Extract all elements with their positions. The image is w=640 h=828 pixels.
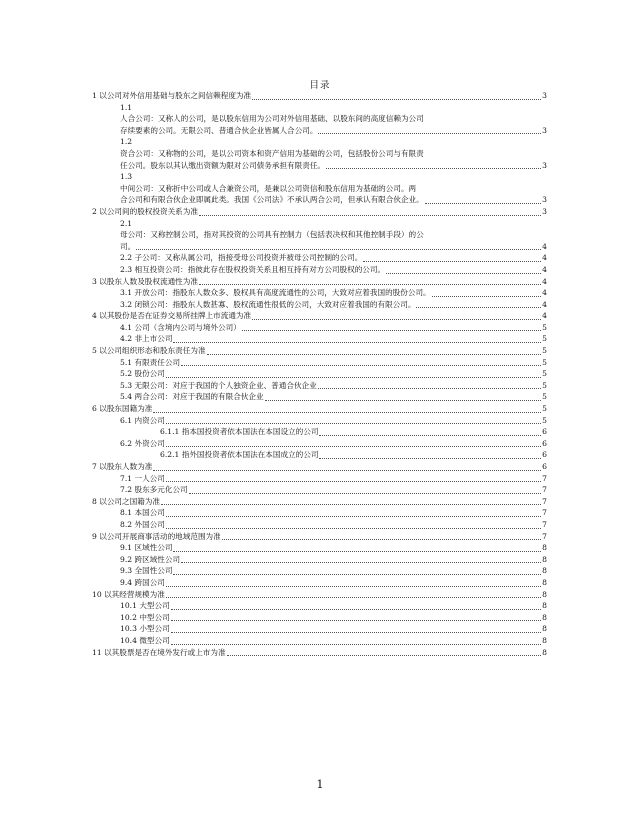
- toc-entry[interactable]: [120, 322, 547, 334]
- toc-entry[interactable]: [120, 484, 547, 496]
- toc-section-number: 1.3: [120, 172, 133, 182]
- toc-entry-text: 5.3 无限公司：对应于我国的个人独资企业、普通合伙企业: [120, 380, 317, 390]
- toc-entry-text: 合公司和有限合伙企业即属此类。我国《公司法》不承认两合公司，但承认有限合伙企业。: [120, 195, 424, 205]
- toc-entry[interactable]: [120, 380, 547, 392]
- toc-entry[interactable]: [120, 577, 547, 589]
- toc-entry-text: 5.2 股份公司: [120, 369, 165, 379]
- toc-entry[interactable]: [92, 647, 547, 659]
- toc-entry-text: 7.2 股东多元化公司: [120, 485, 188, 495]
- toc-entry[interactable]: [120, 391, 547, 403]
- toc-entry-text: 7.1 一人公司: [120, 473, 165, 483]
- toc-entry[interactable]: [120, 623, 547, 635]
- toc-entry[interactable]: [120, 554, 547, 566]
- toc-entry-text: 11 以其股票是否在境外发行或上市为准: [92, 647, 226, 657]
- toc-section-number: 1.2: [120, 137, 133, 147]
- toc-entry-text: 3.2 闭锁公司：指股东人数甚寡、股权流通性很低的公司，大致对应着我国的有限公司。: [120, 299, 416, 309]
- toc-entry-text: 6 以股东国籍为准: [92, 404, 153, 414]
- toc-entry[interactable]: [120, 357, 547, 369]
- toc-entry-text: 中间公司：又称折中公司或人合兼资公司，是兼以公司资信和股东信用为基础的公司。两: [120, 183, 417, 193]
- toc-entry[interactable]: [92, 531, 547, 543]
- toc-entry-continuation[interactable]: [120, 194, 547, 206]
- toc-entry-page: 8: [542, 635, 547, 645]
- toc-entry[interactable]: [120, 542, 547, 554]
- toc-entry[interactable]: [120, 264, 547, 276]
- toc-entry[interactable]: [120, 473, 547, 485]
- toc-entry-text: 6.2.1 指外国投资者依本国法在本国成立的公司: [160, 450, 319, 460]
- toc-entry-page: 6: [542, 438, 547, 448]
- toc-entry-text: 10.2 中型公司: [120, 612, 170, 622]
- toc-entry-page: 4: [542, 276, 547, 286]
- toc-entry-text: 4.1 公司（含境内公司与境外公司）: [120, 322, 241, 332]
- toc-entry-text: 资合公司：又称物的公司，是以公司资本和资产信用为基础的公司，包括股份公司与有限责: [120, 148, 424, 158]
- toc-entry-continuation[interactable]: [120, 241, 547, 253]
- toc-entry-page: 4: [542, 264, 547, 274]
- toc-entry-text: 2.3 相互投资公司：指彼此存在股权投资关系且相互持有对方公司股权的公司。: [120, 264, 386, 274]
- toc-entry[interactable]: [92, 496, 547, 508]
- toc-entry[interactable]: [92, 206, 547, 218]
- toc-entry-text: 人合公司：又称人的公司，是以股东信用为公司对外信用基础、以股东间的高度信赖为公司: [120, 114, 424, 124]
- toc-entry-text: 4.2 非上市公司: [120, 334, 173, 344]
- toc-entry[interactable]: [92, 276, 547, 288]
- toc-entry-continuation[interactable]: [120, 125, 547, 137]
- toc-entry-page: 3: [542, 91, 547, 100]
- toc-entry[interactable]: [160, 426, 547, 438]
- toc-entry-text: 8.2 外国公司: [120, 519, 165, 529]
- toc-entry-text: 9.2 跨区域性公司: [120, 554, 181, 564]
- toc-entry-text: 7 以股东人数为准: [92, 462, 153, 471]
- toc-entry-page: 8: [542, 543, 547, 553]
- toc-entry[interactable]: [120, 368, 547, 380]
- toc-entry-page: 7: [542, 531, 547, 541]
- toc-entry[interactable]: [92, 589, 547, 601]
- toc-entry-page: 5: [542, 334, 547, 344]
- toc-entry-page: 7: [542, 508, 547, 518]
- toc-entry-text: 母公司：又称控制公司，指对其投资的公司具有控制力（包括表决权和其他控制手段）的公: [120, 230, 424, 240]
- toc-entry-text: 2.2 子公司：又称从属公司，指接受母公司投资并被母公司控制的公司。: [120, 253, 363, 263]
- toc-entry-text: 10.1 大型公司: [120, 601, 170, 611]
- toc-entry-page: 5: [542, 346, 547, 356]
- toc-entry-text: 10 以其经营规模为准: [92, 589, 165, 599]
- toc-entry-page: 5: [542, 357, 547, 367]
- toc-entry-text: 8.1 本国公司: [120, 508, 165, 518]
- toc-entry-text: 6.1 内资公司: [120, 415, 165, 425]
- toc-entry-page: 4: [542, 253, 547, 263]
- toc-entry-page: 3: [542, 125, 547, 135]
- toc-entry-page: 5: [542, 369, 547, 379]
- toc-title: 目录: [309, 80, 331, 91]
- toc-entry-text: 9.3 全国性公司: [120, 566, 173, 576]
- toc-entry-page: 8: [542, 601, 547, 611]
- toc-entry-page: 5: [542, 392, 547, 402]
- toc-entry-text: 任公司。股东以其认缴出资额为限对公司债务承担有限责任。: [120, 160, 326, 170]
- toc-entry-page: 8: [542, 577, 547, 587]
- toc-entry-text: 6.1.1 指本国投资者依本国法在本国设立的公司: [160, 427, 319, 437]
- toc-entry-page: 5: [542, 322, 547, 332]
- toc-entry-page: 6: [542, 462, 547, 471]
- toc-entry-text: 9 以公司开展商事活动的地域范围为准: [92, 531, 221, 541]
- toc-entry-page: 4: [542, 299, 547, 309]
- toc-entry-continuation[interactable]: [120, 160, 547, 172]
- toc-entry[interactable]: [120, 600, 547, 612]
- toc-entry[interactable]: [120, 148, 547, 160]
- toc-entry[interactable]: [120, 252, 547, 264]
- toc-entry-text: 2 以公司间的股权投资关系为准: [92, 206, 198, 216]
- toc-entry-text: 存续要素的公司。无限公司、普通合伙企业皆属人合公司。: [120, 125, 318, 135]
- toc-entry[interactable]: [92, 310, 547, 322]
- toc-entry-page: 4: [542, 241, 547, 251]
- toc-entry-text: 5 以公司组织形态和股东责任为准: [92, 346, 206, 356]
- table-of-contents: [92, 90, 547, 658]
- toc-entry-text: 3 以股东人数及股权流通性为准: [92, 276, 198, 286]
- toc-entry[interactable]: [120, 565, 547, 577]
- toc-entry-page: 6: [542, 427, 547, 437]
- toc-entry-page: 8: [542, 612, 547, 622]
- toc-entry-page: 7: [542, 519, 547, 529]
- toc-entry[interactable]: [120, 287, 547, 299]
- toc-entry[interactable]: [120, 415, 547, 427]
- toc-entry-text: 6.2 外资公司: [120, 438, 165, 448]
- toc-entry[interactable]: [120, 229, 547, 241]
- toc-entry[interactable]: [160, 449, 547, 461]
- toc-entry-text: 5.4 两合公司：对应于我国的有限合伙企业: [120, 392, 264, 402]
- toc-entry[interactable]: [92, 403, 547, 415]
- toc-entry-page: 3: [542, 206, 547, 216]
- toc-entry[interactable]: [120, 519, 547, 531]
- toc-entry[interactable]: [120, 113, 547, 125]
- toc-entry-text: 9.4 跨国公司: [120, 577, 165, 587]
- toc-section-number: 2.1: [120, 218, 133, 228]
- toc-entry[interactable]: [120, 507, 547, 519]
- toc-entry-page: 7: [542, 496, 547, 506]
- toc-entry-text: 8 以公司之国籍为准: [92, 496, 160, 506]
- toc-entry[interactable]: [120, 299, 547, 311]
- toc-entry-page: 3: [542, 195, 547, 205]
- toc-entry[interactable]: [92, 461, 547, 473]
- toc-entry[interactable]: [92, 345, 547, 357]
- toc-entry-text: 10.3 小型公司: [120, 624, 170, 634]
- toc-entry-text: 9.1 区域性公司: [120, 543, 173, 553]
- toc-entry-text: 10.4 微型公司: [120, 635, 170, 645]
- toc-entry-text: 3.1 开放公司：指股东人数众多、股权具有高度流通性的公司，大致对应着我国的股份公司。: [120, 288, 431, 298]
- toc-entry-page: 8: [542, 554, 547, 564]
- toc-section-number: 1.1: [120, 102, 133, 112]
- toc-entry[interactable]: [120, 438, 547, 450]
- toc-entry-text: 司。: [120, 241, 136, 251]
- page-number: 1: [316, 778, 324, 791]
- toc-entry-text: 1 以公司对外信用基础与股东之间信赖程度为准: [92, 91, 252, 100]
- toc-entry-page: 8: [542, 566, 547, 576]
- toc-entry-page: 5: [542, 415, 547, 425]
- toc-entry[interactable]: [92, 90, 547, 102]
- toc-entry-page: 7: [542, 473, 547, 483]
- toc-entry-text: 5.1 有限责任公司: [120, 357, 181, 367]
- toc-entry-text: 4 以其股份是否在证券交易所挂牌上市流通为准: [92, 311, 252, 321]
- toc-entry-page: 8: [542, 647, 547, 657]
- toc-entry[interactable]: [120, 333, 547, 345]
- toc-entry-page: 5: [542, 404, 547, 414]
- toc-entry-page: 4: [542, 288, 547, 298]
- toc-entry[interactable]: [120, 635, 547, 647]
- toc-entry-page: 3: [542, 160, 547, 170]
- toc-entry-page: 7: [542, 485, 547, 495]
- toc-entry-page: 8: [542, 624, 547, 634]
- toc-entry-page: 4: [542, 311, 547, 321]
- toc-entry-page: 5: [542, 380, 547, 390]
- toc-entry[interactable]: [120, 183, 547, 195]
- toc-entry-page: 6: [542, 450, 547, 460]
- toc-entry-page: 8: [542, 589, 547, 599]
- toc-entry[interactable]: [120, 612, 547, 624]
